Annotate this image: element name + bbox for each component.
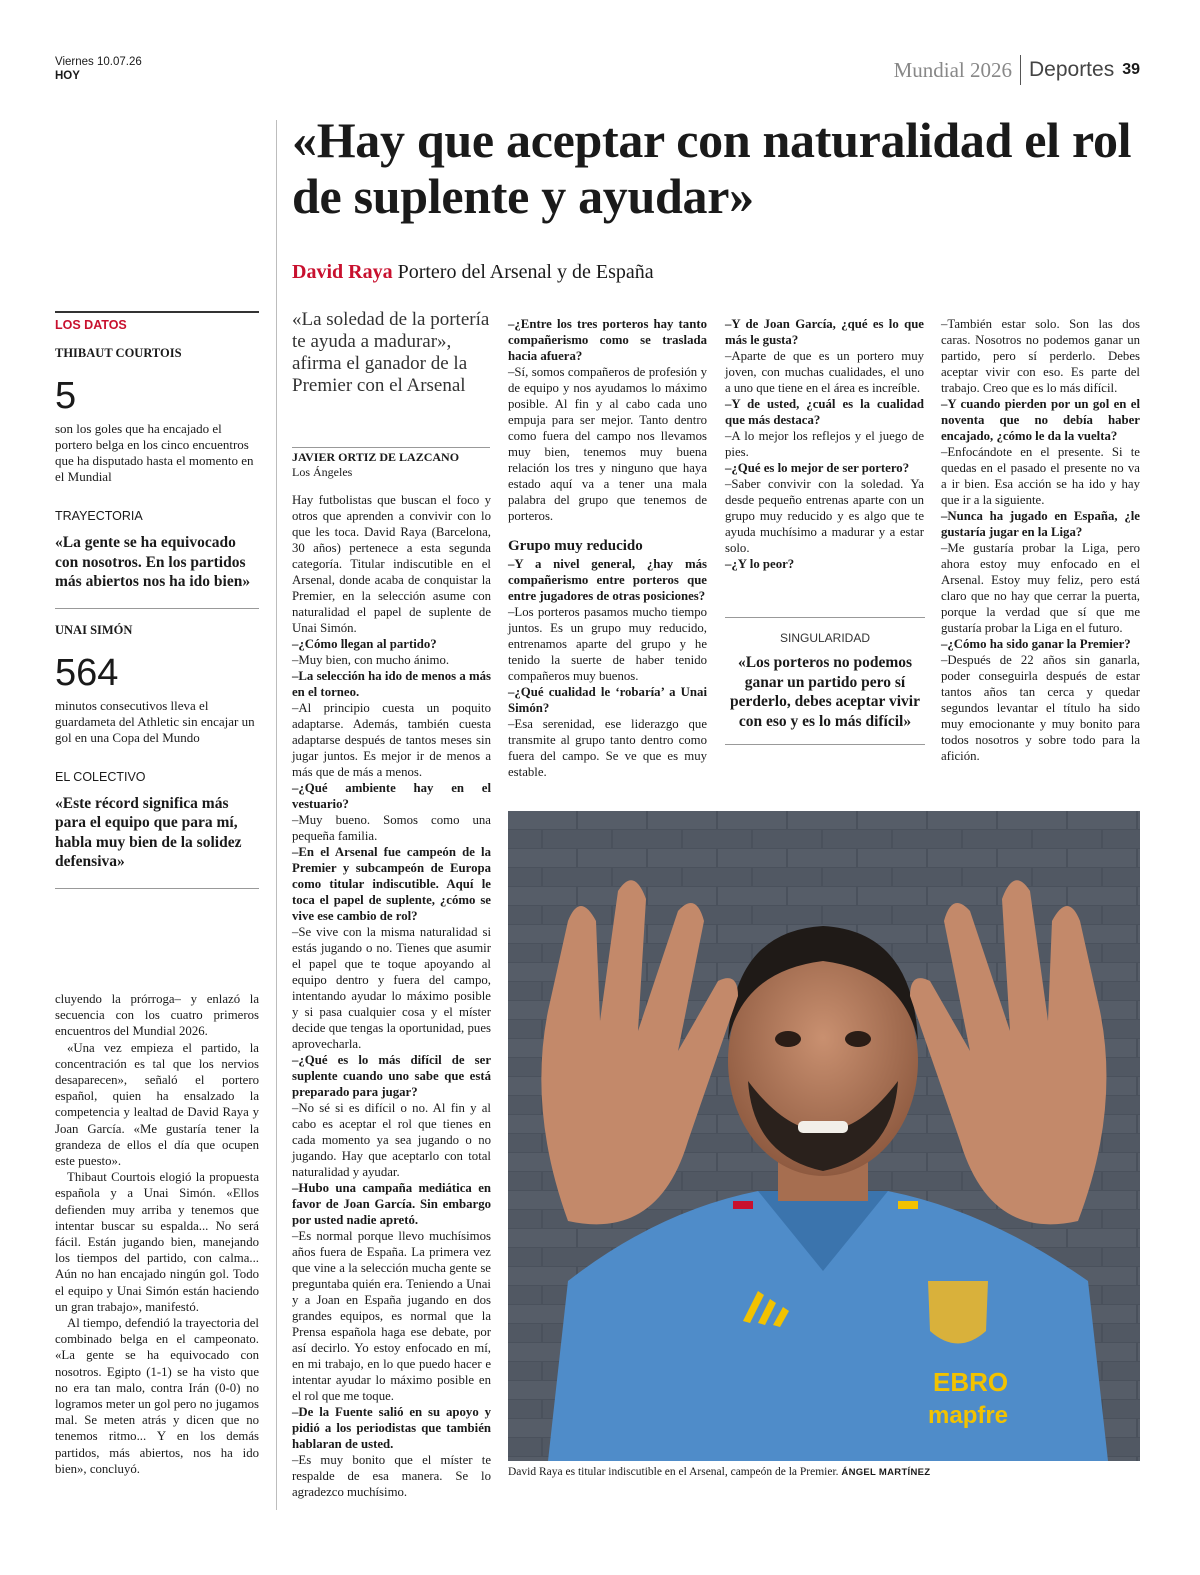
page-number: 39 [1122, 61, 1140, 78]
headline: «Hay que aceptar con naturalidad el rol de suplente y ayudar» [292, 112, 1132, 224]
interview-question: –¿Qué es lo más difícil de ser suplente cuando uno sabe que está preparado para jugar? [292, 1053, 491, 1099]
byline [292, 261, 654, 284]
pull-quote-tag: SINGULARIDAD [779, 631, 871, 645]
interview-question: –¿Entre los tres porteros hay tanto compañerismo como se traslada hacia afuera? [508, 317, 707, 363]
interview-answer: –Esa serenidad, ese liderazgo que transmite al grupo tanto dentro como fuera del campo. Se ve que es muy estable. [508, 717, 707, 779]
interview-column-3 [508, 316, 707, 780]
interview-question: –Nunca ha jugado en España, ¿le gustaría jugar en la Liga? [941, 509, 1140, 539]
left-paragraph: cluyendo la prórroga– y enlazó la secuencia con los cuatro primeros encuentros del Mundial 2026. [55, 992, 259, 1039]
interviewee-name: David Raya [292, 261, 393, 283]
interview-column-2 [292, 492, 491, 1500]
interview-answer: –Sí, somos compañeros de profesión y de equipo y nos ayudamos lo máximo posible. Al fin y al cabo cada uno empuja para ser mejor. Tanto dentro como fuera del campo nos llevamos muy bien, tenemos muy buena relación los tres y ninguno que haya estado aquí va a tener una mala palabra del grupo que tenemos de porteros. [508, 365, 707, 523]
interview-question: –¿Cómo llegan al partido? [292, 637, 437, 651]
sidebar-kicker-trayectoria: TRAYECTORIA [55, 509, 143, 523]
interview-column-5 [941, 316, 1140, 764]
interview-question: –Y cuando pierden por un gol en el noventa que no debía haber encajado, ¿cómo le da la vuelta? [941, 397, 1140, 443]
player-photo-illustration [508, 811, 1140, 1461]
interview-answer: –Al principio cuesta un poquito adaptarse. Además, también cuesta adaptarse después de tantos meses sin jugar juntos. Es mejor ir de menos a más que de más a menos. [292, 701, 491, 779]
interview-answer: –No sé si es difícil o no. Al fin y al cabo es aceptar el rol que tienes en cada momento ya sea jugando o no jugando. Hay que aceptarlo con total naturalidad y ayudar. [292, 1101, 491, 1179]
interview-answer: –Después de 22 años sin ganarla, poder conseguirla después de estar tantos años tan cerca y quedar segundos levantar el título ha sido muy emocionante y muy bonito para todos nosotros y sobre todo para la afición. [941, 653, 1140, 763]
pull-quote-box [725, 617, 925, 745]
interview-question: –¿Qué ambiente hay en el vestuario? [292, 781, 491, 811]
pull-quote-top-rule [725, 617, 925, 618]
paper-name: HOY [55, 70, 80, 82]
interview-question: –De la Fuente salió en su apoyo y pidió a los periodistas que también hablaran de usted. [292, 1405, 491, 1451]
author-name: JAVIER ORTIZ DE LAZCANO [292, 450, 460, 464]
sidebar-bottom-rule [55, 888, 259, 889]
stat-number-goals: 5 [55, 375, 77, 417]
sidebar-top-rule [55, 311, 259, 313]
sidebar-quote-trayectoria: «La gente se ha equivocado con nosotros. En los partidos más abiertos nos ha ido bien» [55, 534, 251, 590]
left-paragraph: Thibaut Courtois elogió la propuesta española y a Unai Simón. «Ellos defienden muy arriba y tenemos que intentar buscar su espalda... No será fácil. Están jugando bien, manejando los tiempos del partido, con calma... Aún no han encajado ningún gol. Todo el equipo y Unai Simón están haciendo un gran trabajo», manifestó. [55, 1170, 259, 1314]
interview-answer: –Muy bien, con mucho ánimo. [292, 653, 450, 667]
interview-question: –¿Cómo ha sido ganar la Premier? [941, 637, 1131, 651]
subheading: Grupo muy reducido [508, 538, 643, 554]
interview-answer: –Los porteros pasamos mucho tiempo juntos. Es un grupo muy reducido, entrenamos aparte del grupo y he tenido la suerte de haber tenido compañeros muy buenos. [508, 605, 707, 683]
author-rule [292, 447, 490, 448]
category-name: Deportes [1028, 58, 1115, 81]
interview-question: –Y de usted, ¿cuál es la cualidad que más destaca? [725, 397, 924, 427]
interview-question: –La selección ha ido de menos a más en el torneo. [292, 669, 491, 699]
interview-answer: –Aparte de que es un portero muy joven, con muchas cualidades, el uno a uno que tiene en el área es increíble. [725, 349, 924, 395]
caption-text: David Raya es titular indiscutible en el Arsenal, campeón de la Premier. [508, 1466, 839, 1478]
interview-answer: –Es normal porque llevo muchísimos años fuera de España. La primera vez que vine a la selección mucha gente se preguntaba quién era. Teniendo a Unai y a Joan en España jugando en dos grandes equipos, es normal que la Prensa española haga ese debate, por así decirlo. Yo estoy enfocado en mí, en mi trabajo, en lo que puedo hacer e intentar ayudar lo máximo posible en el rol que me toque. [292, 1229, 491, 1403]
interview-question: –En el Arsenal fue campeón de la Premier y subcampeón de Europa como titular indiscutible. Aquí le toca el papel de suplente, ¿cómo se vive ese cambio de rol? [292, 845, 491, 923]
interviewee-role: Portero del Arsenal y de España [397, 261, 654, 283]
sidebar-kicker-simon: UNAI SIMÓN [55, 622, 133, 637]
stat-desc-minutes: minutos consecutivos lleva el guardameta del Athletic sin encajar un gol en una Copa del Mundo [55, 697, 255, 745]
column-divider [276, 120, 277, 1510]
pull-quote-text: «Los porteros no podemos ganar un partido pero sí perderlo, debes aceptar vivir con eso y es lo más difícil» [730, 654, 920, 730]
left-story-column [55, 991, 259, 1477]
interview-answer: –Enfocándote en el presente. Si te quedas en el pasado el presente no va a ir bien. Esa acción se ha ido y hay que ir a la siguiente. [941, 445, 1140, 507]
interview-question: –¿Qué es lo mejor de ser portero? [725, 461, 910, 475]
interview-question: –Y de Joan García, ¿qué es lo que más le gusta? [725, 317, 924, 347]
section-name: Mundial 2026 [893, 57, 1012, 82]
stat-desc-goals: son los goles que ha encajado el portero belga en los cinco encuentros que ha disputado hasta el momento en el Mundial [55, 421, 254, 484]
pull-quote-bottom-rule [725, 744, 925, 745]
sidebar-separator [55, 608, 259, 609]
sidebar-quote-colectivo: «Este récord significa más para el equipo que para mí, habla muy bien de la solidez defensiva» [55, 794, 242, 870]
sidebar-kicker-courtois: THIBAUT COURTOIS [55, 346, 182, 360]
sidebar-title: LOS DATOS [55, 318, 127, 332]
interview-answer: –Se vive con la misma naturalidad si estás jugando o no. Tienes que asumir el papel que te toque apoyando al equipo dentro y fuera del campo, intentando ayudar lo máximo posible y si pasa cualquier cosa y el míster decide que tengas la oportunidad, pues aprovecharla. [292, 925, 491, 1051]
svg-text:mapfre: mapfre [928, 1402, 1009, 1429]
interview-answer: –Saber convivir con la soledad. Ya desde pequeño entrenas aparte con un grupo muy reducido y es algo que te ayuda muchísimo a madurar y a estar solo. [725, 477, 924, 555]
photo-caption [508, 1466, 930, 1478]
interview-answer: Hay futbolistas que buscan el foco y otros que aprenden a convivir con lo que les toca. David Raya (Barcelona, 30 años) pertenece a esta segunda categoría. Titular indiscutible en el Arsenal, donde acaba de conquistar la Premier, en la selección asume con naturalidad el papel de suplente de Unai Simón. [292, 493, 491, 635]
interview-answer: –Muy bueno. Somos como una pequeña familia. [292, 813, 491, 843]
dateline-place: Los Ángeles [292, 465, 353, 479]
svg-text:EBRO: EBRO [933, 1367, 1009, 1397]
interview-answer: –Es muy bonito que el míster te respalde de esa manera. Se lo agradezco muchísimo. [292, 1453, 491, 1499]
interview-answer: –Me gustaría probar la Liga, pero ahora estoy muy enfocado en el Arsenal. Estoy muy feliz, pero está claro que no hay que cerrar la puerta, porque la verdad que sí que me gustaría probar la Liga en el futuro. [941, 541, 1140, 635]
issue-date-block [55, 55, 142, 83]
issue-date: Viernes 10.07.26 [55, 56, 142, 68]
interview-answer: –A lo mejor los reflejos y el juego de pies. [725, 429, 924, 459]
intro-standfirst: «La soledad de la portería te ayuda a madurar», afirma el ganador de la Premier con el Arsenal [292, 309, 490, 396]
interview-column-4 [725, 316, 924, 572]
left-paragraph: «Una vez empieza el partido, la concentración es tal que los nervios desaparecen», señaló el portero español, quien ha ensalzado la competencia y lealtad de David Raya y Joan García. «Me gustaría tener la grandeza de ellos el día que ocupen este puesto». [55, 1040, 259, 1169]
sidebar-kicker-colectivo: EL COLECTIVO [55, 769, 146, 784]
interview-question: –¿Y lo peor? [725, 557, 795, 571]
player-photo [508, 811, 1140, 1461]
left-paragraph: Al tiempo, defendió la trayectoria del combinado belga en el campeonato. «La gente se ha equivocado con nosotros. Egipto (1-1) se ha visto que no era tan malo, contra Irán (0-0) no logramos meter un gol pero no jugamos mal. Se meten atrás y dicen que no tenemos ritmo... Y en los demás partidos, más abiertos, nos ha ido bien», concluyó. [55, 1316, 260, 1476]
interview-question: –¿Qué cualidad le ‘robaría’ a Unai Simón? [508, 685, 707, 715]
section-header [894, 55, 1140, 85]
interview-answer: –También estar solo. Son las dos caras. Nosotros no podemos ganar un partido, pero sí perderlo. Debes aceptar vivir con eso. Es parte del trabajo. Creo que es lo más difícil. [941, 317, 1140, 395]
section-divider [1020, 55, 1021, 85]
data-sidebar [55, 311, 259, 889]
interview-question: –Hubo una campaña mediática en favor de Joan García. Sin embargo por usted nadie apretó. [292, 1181, 491, 1227]
photo-credit: ÁNGEL MARTÍNEZ [841, 1467, 931, 1478]
stat-number-minutes: 564 [55, 651, 119, 694]
interview-question: –Y a nivel general, ¿hay más compañerismo entre porteros que entre jugadores de otras posiciones? [508, 557, 707, 603]
